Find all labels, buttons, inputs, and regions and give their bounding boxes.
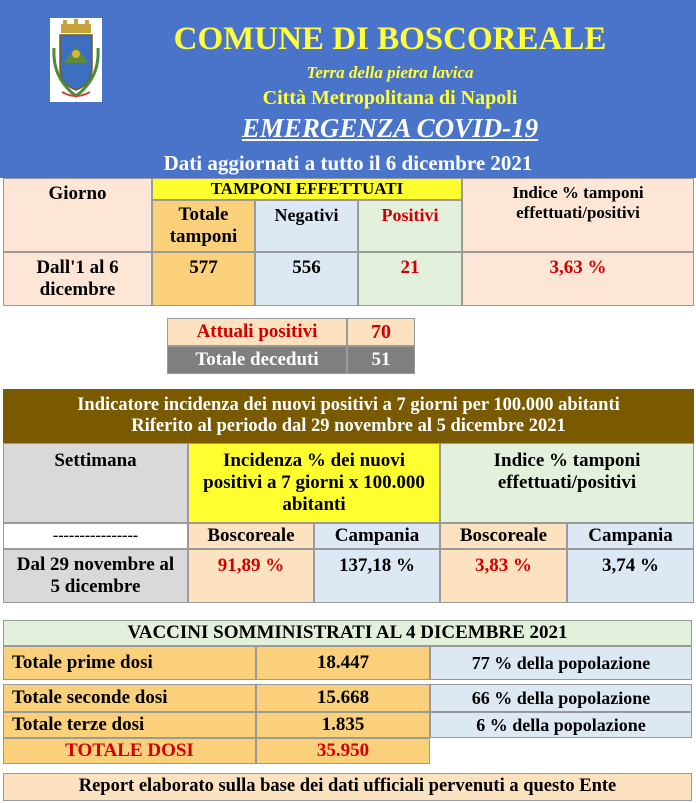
vaccini-row-pct-3: 6 % della popolazione bbox=[430, 712, 692, 738]
vaccini-title: VACCINI SOMMINISTRATI AL 4 DICEMBRE 2021 bbox=[3, 620, 692, 646]
totale-deceduti-value: 51 bbox=[347, 346, 415, 374]
city-subtitle: Città Metropolitana di Napoli bbox=[262, 86, 518, 109]
vaccini-row-pct-1: 77 % della popolazione bbox=[430, 646, 692, 680]
vaccini-total-label: TOTALE DOSI bbox=[3, 738, 256, 764]
vaccini-row-value-3: 1.835 bbox=[256, 712, 430, 738]
value-positivi: 21 bbox=[358, 252, 462, 306]
vaccini-row-value-1: 18.447 bbox=[256, 646, 430, 680]
incidenza-title-line1: Indicatore incidenza dei nuovi positivi a 7 giorni per 100.000 abitanti bbox=[77, 394, 620, 415]
col-header-positivi: Positivi bbox=[358, 200, 462, 252]
col-header-incidenza: Incidenza % dei nuovi positivi a 7 giorni x 100.000 abitanti bbox=[188, 443, 440, 523]
update-date: Dati aggiornati a tutto il 6 dicembre 2021 bbox=[163, 150, 533, 175]
col-header-totale: Totale tamponi bbox=[152, 200, 255, 252]
col-header-negativi: Negativi bbox=[255, 200, 358, 252]
vaccini-row-pct-2: 66 % della popolazione bbox=[430, 684, 692, 712]
coat-of-arms-icon bbox=[50, 18, 102, 102]
value-indice: 3,63 % bbox=[462, 252, 694, 306]
row-period-inc: Dal 29 novembre al 5 dicembre bbox=[3, 549, 188, 603]
incidenza-title-line2: Riferito al periodo dal 29 novembre al 5 dicembre 2021 bbox=[131, 416, 566, 436]
emergency-title: EMERGENZA COVID-19 bbox=[241, 113, 539, 144]
motto: Terra della pietra lavica bbox=[306, 63, 474, 83]
tamponi-group-header: TAMPONI EFFETTUATI bbox=[152, 178, 462, 200]
col-header-indice-inc: Indice % tamponi effettuati/positivi bbox=[440, 443, 694, 523]
sub-header-boscoreale-inc: Boscoreale bbox=[188, 523, 314, 549]
value-totale: 577 bbox=[152, 252, 255, 306]
vaccini-row-label-3: Totale terze dosi bbox=[3, 712, 256, 738]
sub-header-campania-inc: Campania bbox=[314, 523, 440, 549]
header-banner bbox=[0, 0, 696, 178]
col-header-indice: Indice % tamponi effettuati/positivi bbox=[462, 178, 694, 252]
col-header-settimana: Settimana bbox=[3, 443, 188, 523]
attuali-positivi-value: 70 bbox=[347, 318, 415, 346]
incidenza-title bbox=[3, 389, 694, 443]
attuali-positivi-label: Attuali positivi bbox=[167, 318, 347, 346]
sub-header-campania-ind: Campania bbox=[567, 523, 694, 549]
value-inc-boscoreale: 91,89 % bbox=[188, 549, 314, 603]
value-ind-boscoreale: 3,83 % bbox=[440, 549, 567, 603]
value-inc-campania: 137,18 % bbox=[314, 549, 440, 603]
value-ind-campania: 3,74 % bbox=[567, 549, 694, 603]
vaccini-total-value: 35.950 bbox=[256, 738, 430, 764]
vaccini-row-value-2: 15.668 bbox=[256, 684, 430, 712]
footer-note: Report elaborato sulla base dei dati ufficiali pervenuti a questo Ente bbox=[3, 773, 692, 801]
value-negativi: 556 bbox=[255, 252, 358, 306]
vaccini-row-label-2: Totale seconde dosi bbox=[3, 684, 256, 712]
totale-deceduti-label: Totale deceduti bbox=[167, 346, 347, 374]
col-header-giorno: Giorno bbox=[3, 178, 152, 252]
dashes-cell: ---------------- bbox=[3, 523, 188, 549]
vaccini-row-label-1: Totale prime dosi bbox=[3, 646, 256, 680]
row-period: Dall'1 al 6 dicembre bbox=[3, 252, 152, 306]
sub-header-boscoreale-ind: Boscoreale bbox=[440, 523, 567, 549]
page-title: COMUNE DI BOSCOREALE bbox=[173, 21, 607, 58]
